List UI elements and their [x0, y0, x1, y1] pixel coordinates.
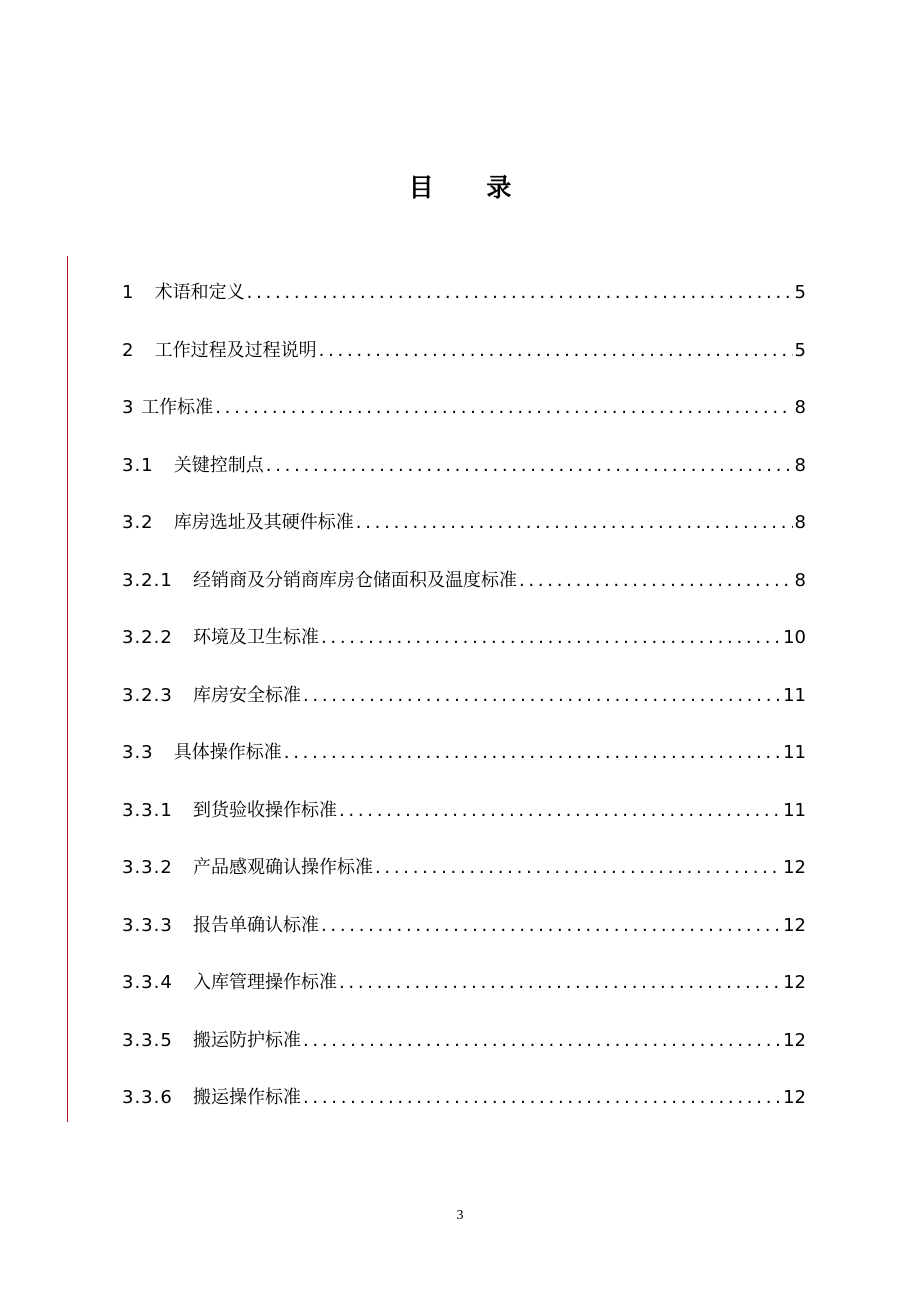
- toc-entry-title: 工作标准: [141, 397, 214, 418]
- toc-entry-title: 到货验收操作标准: [192, 799, 337, 821]
- toc-entry[interactable]: [122, 909, 806, 967]
- toc-entry[interactable]: [122, 334, 806, 392]
- toc-entry[interactable]: [122, 1024, 806, 1082]
- toc-entry[interactable]: [122, 966, 806, 1024]
- toc-entry-title: 搬运防护标准: [192, 1029, 301, 1051]
- toc-entry[interactable]: [122, 1081, 806, 1139]
- toc-entry-page: 8: [794, 454, 806, 476]
- toc-entry-page: 11: [783, 799, 806, 821]
- toc-entry-title: 入库管理操作标准: [192, 972, 337, 993]
- toc-entry-number: 3.3.5: [122, 1029, 193, 1051]
- toc-entry-number: 3.2.2: [122, 627, 193, 648]
- toc-entry-title: 环境及卫生标准: [192, 627, 319, 648]
- toc-dot-leader: [319, 334, 793, 368]
- toc-dot-leader: [356, 506, 793, 540]
- toc-entry-number: 3.2.3: [122, 684, 193, 706]
- toc-entry-page: 12: [783, 1029, 806, 1051]
- toc-entry-title: 搬运操作标准: [192, 1087, 301, 1108]
- margin-rule: [67, 256, 68, 1122]
- toc-entry-title: 经销商及分销商库房仓储面积及温度标准: [192, 569, 517, 591]
- toc-entry-number: 3.3.2: [122, 857, 193, 878]
- toc-dot-leader: [339, 966, 781, 1000]
- toc-entry[interactable]: [122, 679, 806, 737]
- toc-dot-leader: [519, 564, 793, 598]
- toc-entry-number: 3.3: [122, 742, 174, 763]
- toc-entry-page: 12: [783, 972, 806, 993]
- toc-entry-title: 术语和定义: [154, 282, 245, 303]
- toc-entry-page: 10: [783, 627, 806, 648]
- toc-entry-title: 库房选址及其硬件标准: [173, 512, 354, 533]
- toc-entry[interactable]: [122, 506, 806, 564]
- toc-entry-title: 库房安全标准: [192, 684, 301, 706]
- toc-entry[interactable]: [122, 621, 806, 679]
- toc-entry-page: 11: [783, 684, 806, 706]
- toc-entry-page: 5: [794, 339, 806, 361]
- toc-list: [122, 276, 806, 1139]
- toc-dot-leader: [375, 851, 781, 885]
- toc-entry-number: 3.1: [122, 454, 174, 476]
- toc-entry-page: 8: [794, 397, 806, 418]
- toc-entry-page: 8: [794, 569, 806, 591]
- toc-entry-number: 3: [122, 397, 142, 418]
- toc-dot-leader: [339, 794, 781, 828]
- toc-entry-title: 工作过程及过程说明: [154, 339, 317, 361]
- toc-entry-number: 3.3.1: [122, 799, 193, 821]
- toc-dot-leader: [303, 679, 781, 713]
- toc-entry[interactable]: [122, 794, 806, 852]
- toc-entry-page: 8: [794, 512, 806, 533]
- toc-entry-number: 1: [122, 282, 155, 303]
- toc-entry[interactable]: [122, 391, 806, 449]
- page-number: 3: [456, 1208, 464, 1223]
- toc-entry-number: 3.2.1: [122, 569, 193, 591]
- toc-dot-leader: [303, 1024, 781, 1058]
- toc-entry[interactable]: [122, 736, 806, 794]
- toc-dot-leader: [247, 276, 793, 310]
- toc-entry-number: 3.3.4: [122, 972, 193, 993]
- toc-entry-title: 关键控制点: [173, 454, 264, 476]
- toc-entry-page: 5: [794, 282, 806, 303]
- toc-dot-leader: [215, 391, 792, 425]
- toc-entry-page: 12: [783, 1087, 806, 1108]
- toc-title: 目 录: [408, 173, 534, 202]
- toc-entry-number: 2: [122, 339, 155, 361]
- toc-entry-number: 3.3.6: [122, 1087, 193, 1108]
- toc-entry[interactable]: [122, 449, 806, 507]
- toc-entry-number: 3.2: [122, 512, 174, 533]
- toc-entry[interactable]: [122, 276, 806, 334]
- toc-dot-leader: [321, 909, 781, 943]
- toc-entry-title: 具体操作标准: [173, 742, 282, 763]
- toc-dot-leader: [303, 1081, 781, 1115]
- toc-dot-leader: [284, 736, 781, 770]
- toc-entry-number: 3.3.3: [122, 914, 193, 936]
- toc-entry-title: 产品感观确认操作标准: [192, 857, 373, 878]
- toc-entry-page: 12: [783, 857, 806, 878]
- toc-entry-page: 11: [783, 742, 806, 763]
- toc-entry[interactable]: [122, 564, 806, 622]
- toc-entry-title: 报告单确认标准: [192, 914, 319, 936]
- toc-dot-leader: [321, 621, 781, 655]
- toc-entry-page: 12: [783, 914, 806, 936]
- toc-dot-leader: [266, 449, 793, 483]
- toc-entry[interactable]: [122, 851, 806, 909]
